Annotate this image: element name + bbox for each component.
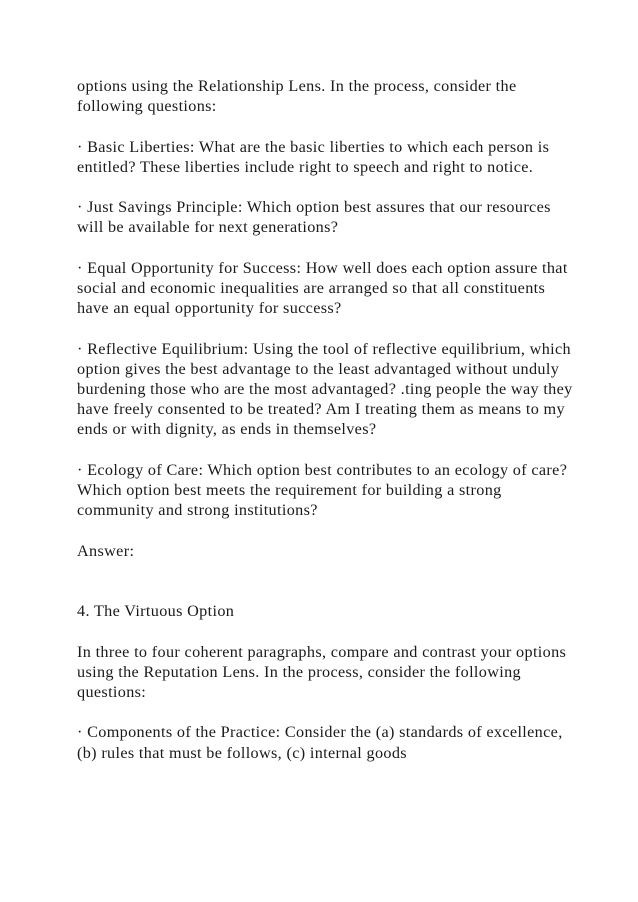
paragraph-intro-reputation-lens: In three to four coherent paragraphs, compare and contrast your options using the Reputation Lens. In the process, consider the following questions: [77, 642, 567, 701]
paragraph-components-of-practice: · Components of the Practice: Consider the (a) standards of excellence, (b) rules that must be follows, (c) internal goods [77, 723, 563, 762]
paragraph-just-savings-principle: · Just Savings Principle: Which option best assures that our resources will be available for next generations? [77, 198, 551, 237]
paragraph-ecology-of-care: · Ecology of Care: Which option best contributes to an ecology of care? Which option best meets the requirement for building a strong community and strong institutions? [77, 460, 568, 520]
answer-label: Answer: [77, 541, 135, 560]
document-page [77, 76, 577, 783]
section-heading-virtuous-option: 4. The Virtuous Option [77, 602, 235, 621]
paragraph-equal-opportunity: · Equal Opportunity for Success: How well does each option assure that social and economic inequalities are arranged so that all constituents have an equal opportunity for success? [77, 258, 568, 318]
paragraph-intro-relationship-lens: options using the Relationship Lens. In the process, consider the following questions: [77, 77, 517, 116]
paragraph-reflective-equilibrium: · Reflective Equilibrium: Using the tool of reflective equilibrium, which option gives the best advantage to the least advantaged without unduly burdening those who are the most advantaged? .ting people the way they have freely consented to be treated? Am I treating them as means to my ends or with dignity, as ends in themselves? [77, 339, 573, 439]
paragraph-basic-liberties: · Basic Liberties: What are the basic liberties to which each person is entitled? These liberties include right to speech and right to notice. [77, 137, 550, 176]
